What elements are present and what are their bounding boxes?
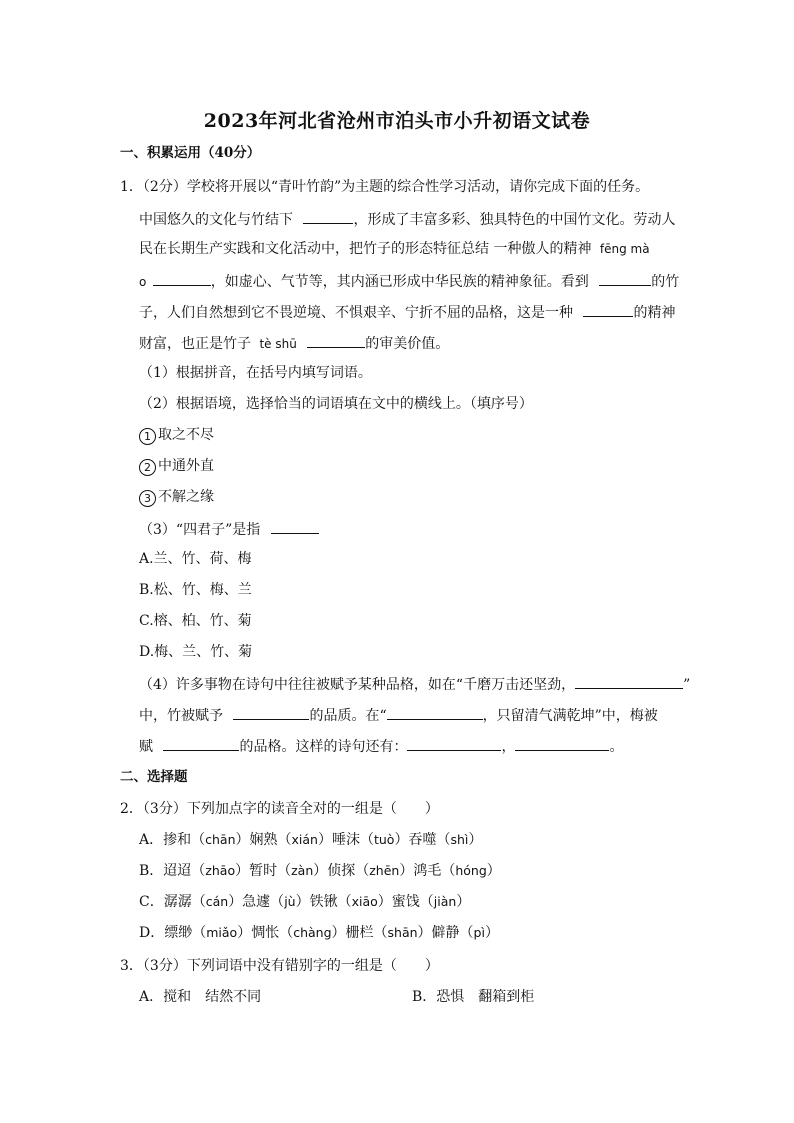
question-3-option-b: B．恐惧 翻箱到柜 — [412, 989, 535, 1005]
sub-question-text: 的品格。这样的诗句还有： — [239, 739, 408, 755]
option-text: 取之不尽 — [158, 427, 214, 443]
sub-question-4-line-3 — [139, 735, 623, 757]
answer-blank[interactable] — [583, 301, 633, 317]
sub-question-1: （1）根据拼音，在括号内填写词语。 — [139, 365, 372, 381]
pinyin-text: chàng — [293, 925, 332, 940]
answer-blank[interactable] — [233, 704, 309, 720]
option-text: ） — [486, 863, 501, 879]
passage-text: 财富，也正是竹子 — [139, 336, 251, 352]
passage-text: 民在长期生产实践和文化活动中，把竹子的形态特征总结 一种傲人的精神 — [139, 241, 592, 257]
question-1-passage-line-1 — [139, 208, 675, 230]
answer-blank[interactable] — [153, 270, 211, 286]
sub-question-text: 。 — [609, 739, 624, 755]
question-1-passage-line-4 — [139, 301, 675, 323]
option-text: ）暂时（ — [235, 863, 292, 879]
sub-question-3 — [139, 518, 319, 540]
sub-question-4-line-1 — [139, 673, 690, 695]
pinyin-text: tuò — [373, 832, 395, 847]
passage-text: 的审美价值。 — [365, 336, 450, 352]
option-text: ） — [456, 894, 471, 910]
option-item-1 — [139, 425, 214, 445]
sub-question-text: 赋 — [139, 739, 153, 755]
passage-text: 的精神 — [633, 305, 676, 321]
sub-question-text: ，只留清气满乾坤”中，梅被 — [482, 708, 658, 724]
option-text: C．潺潺（ — [139, 894, 206, 910]
choice-b: B.松、竹、梅、兰 — [139, 582, 252, 598]
passage-text: ，形成了丰富多彩、独具特色的中国竹文化。劳动人 — [353, 212, 676, 228]
pinyin-text: miǎo — [206, 925, 238, 940]
option-text: B．迢迢（ — [139, 863, 206, 879]
option-text: ）唾沫（ — [317, 832, 374, 848]
pinyin-text: fēng mà — [599, 242, 650, 256]
question-1-passage-line-3 — [139, 270, 679, 292]
pinyin-text: zhēn — [369, 863, 400, 878]
circled-number: 3 — [139, 490, 156, 507]
question-1-passage-line-2 — [139, 239, 650, 259]
question-2-option-c — [139, 892, 470, 912]
option-text: A．掺和（ — [139, 832, 206, 848]
pinyin-text: chān — [205, 832, 236, 847]
pinyin-text: shì — [450, 832, 469, 847]
option-text: ） — [468, 832, 483, 848]
sub-question-text: ， — [501, 739, 516, 755]
option-text: ）惆怅（ — [237, 925, 294, 941]
pinyin-text: hóng — [455, 863, 487, 878]
question-3-stem: 3．（3分）下列词语中没有错别字的一组是（ ） — [120, 958, 439, 974]
option-text: ）娴熟（ — [235, 832, 292, 848]
question-2-stem: 2．（3分）下列加点字的读音全对的一组是（ ） — [120, 801, 439, 817]
option-text: ）蜜饯（ — [377, 894, 434, 910]
option-text: ）鸿毛（ — [399, 863, 456, 879]
pinyin-text: cán — [205, 894, 229, 909]
pinyin-text: jiàn — [433, 894, 457, 909]
sub-question-text: ” — [683, 677, 691, 693]
pinyin-text: pì — [473, 925, 485, 940]
question-2-option-a — [139, 830, 482, 850]
answer-blank[interactable] — [575, 673, 683, 689]
sub-question-4-line-2 — [139, 704, 658, 726]
passage-text: 子，人们自然想到它不畏逆境、不惧艰辛、宁折不屈的品格，这是一种 — [139, 305, 573, 321]
option-text: ）僻静（ — [417, 925, 474, 941]
answer-blank[interactable] — [271, 518, 319, 534]
choice-a: A.兰、竹、荷、梅 — [139, 551, 252, 567]
question-1-passage-line-5 — [139, 332, 449, 354]
choice-c: C.榕、柏、竹、菊 — [139, 613, 252, 629]
pinyin-text: zàn — [291, 863, 314, 878]
pinyin-text: shān — [387, 925, 418, 940]
question-1-stem: 1．（2分）学校将开展以“青叶竹韵”为主题的综合性学习活动，请你完成下面的任务。 — [120, 179, 650, 195]
sub-question-text: （4）许多事物在诗句中往往被赋予某种品格，如在“千磨万击还坚劲， — [139, 677, 576, 693]
page-title: 2023年河北省沧州市泊头市小升初语文试卷 — [203, 110, 591, 132]
circled-number: 1 — [139, 428, 156, 445]
pinyin-text: xiāo — [351, 894, 378, 909]
pinyin-text: zhāo — [205, 863, 236, 878]
option-text: 不解之缘 — [158, 489, 214, 505]
option-text: ）吞噬（ — [394, 832, 451, 848]
option-text: D．缥缈（ — [139, 925, 207, 941]
option-text: ）铁锹（ — [295, 894, 352, 910]
option-text: ）栅栏（ — [331, 925, 388, 941]
answer-blank[interactable] — [303, 208, 353, 224]
sub-question-text: 中，竹被赋予 — [139, 708, 223, 724]
option-text: ） — [484, 925, 499, 941]
answer-blank[interactable] — [599, 270, 651, 286]
question-3-option-a: A．搅和 结然不同 — [139, 989, 262, 1005]
pinyin-text: jù — [284, 894, 296, 909]
question-2-option-d — [139, 923, 499, 943]
option-text: 中通外直 — [158, 458, 214, 474]
section-heading-2: 二、选择题 — [120, 769, 188, 785]
pinyin-text: o — [139, 275, 147, 289]
pinyin-text: tè shū — [259, 337, 297, 351]
circled-number: 2 — [139, 459, 156, 476]
sub-question-text: （3）“四君子”是指 — [139, 522, 261, 538]
sub-question-2: （2）根据语境，选择恰当的词语填在文中的横线上。（填序号） — [139, 396, 533, 412]
passage-text: ，如虚心、气节等，其内涵已形成中华民族的精神象征。看到 — [210, 274, 589, 290]
passage-text: 中国悠久的文化与竹结下 — [139, 212, 293, 228]
option-item-3 — [139, 487, 214, 507]
answer-blank[interactable] — [163, 735, 239, 751]
section-heading-1: 一、积累运用（40分） — [120, 145, 261, 161]
pinyin-text: xián — [291, 832, 318, 847]
sub-question-text: 的品质。在“ — [309, 708, 387, 724]
question-2-option-b — [139, 861, 501, 881]
answer-blank[interactable] — [515, 735, 609, 751]
choice-d: D.梅、兰、竹、菊 — [139, 644, 253, 660]
passage-text: 的竹 — [651, 274, 680, 290]
answer-blank[interactable] — [307, 332, 365, 348]
option-text: ）侦探（ — [313, 863, 370, 879]
option-text: ）急遽（ — [228, 894, 285, 910]
answer-blank[interactable] — [407, 735, 501, 751]
answer-blank[interactable] — [387, 704, 483, 720]
option-item-2 — [139, 456, 214, 476]
